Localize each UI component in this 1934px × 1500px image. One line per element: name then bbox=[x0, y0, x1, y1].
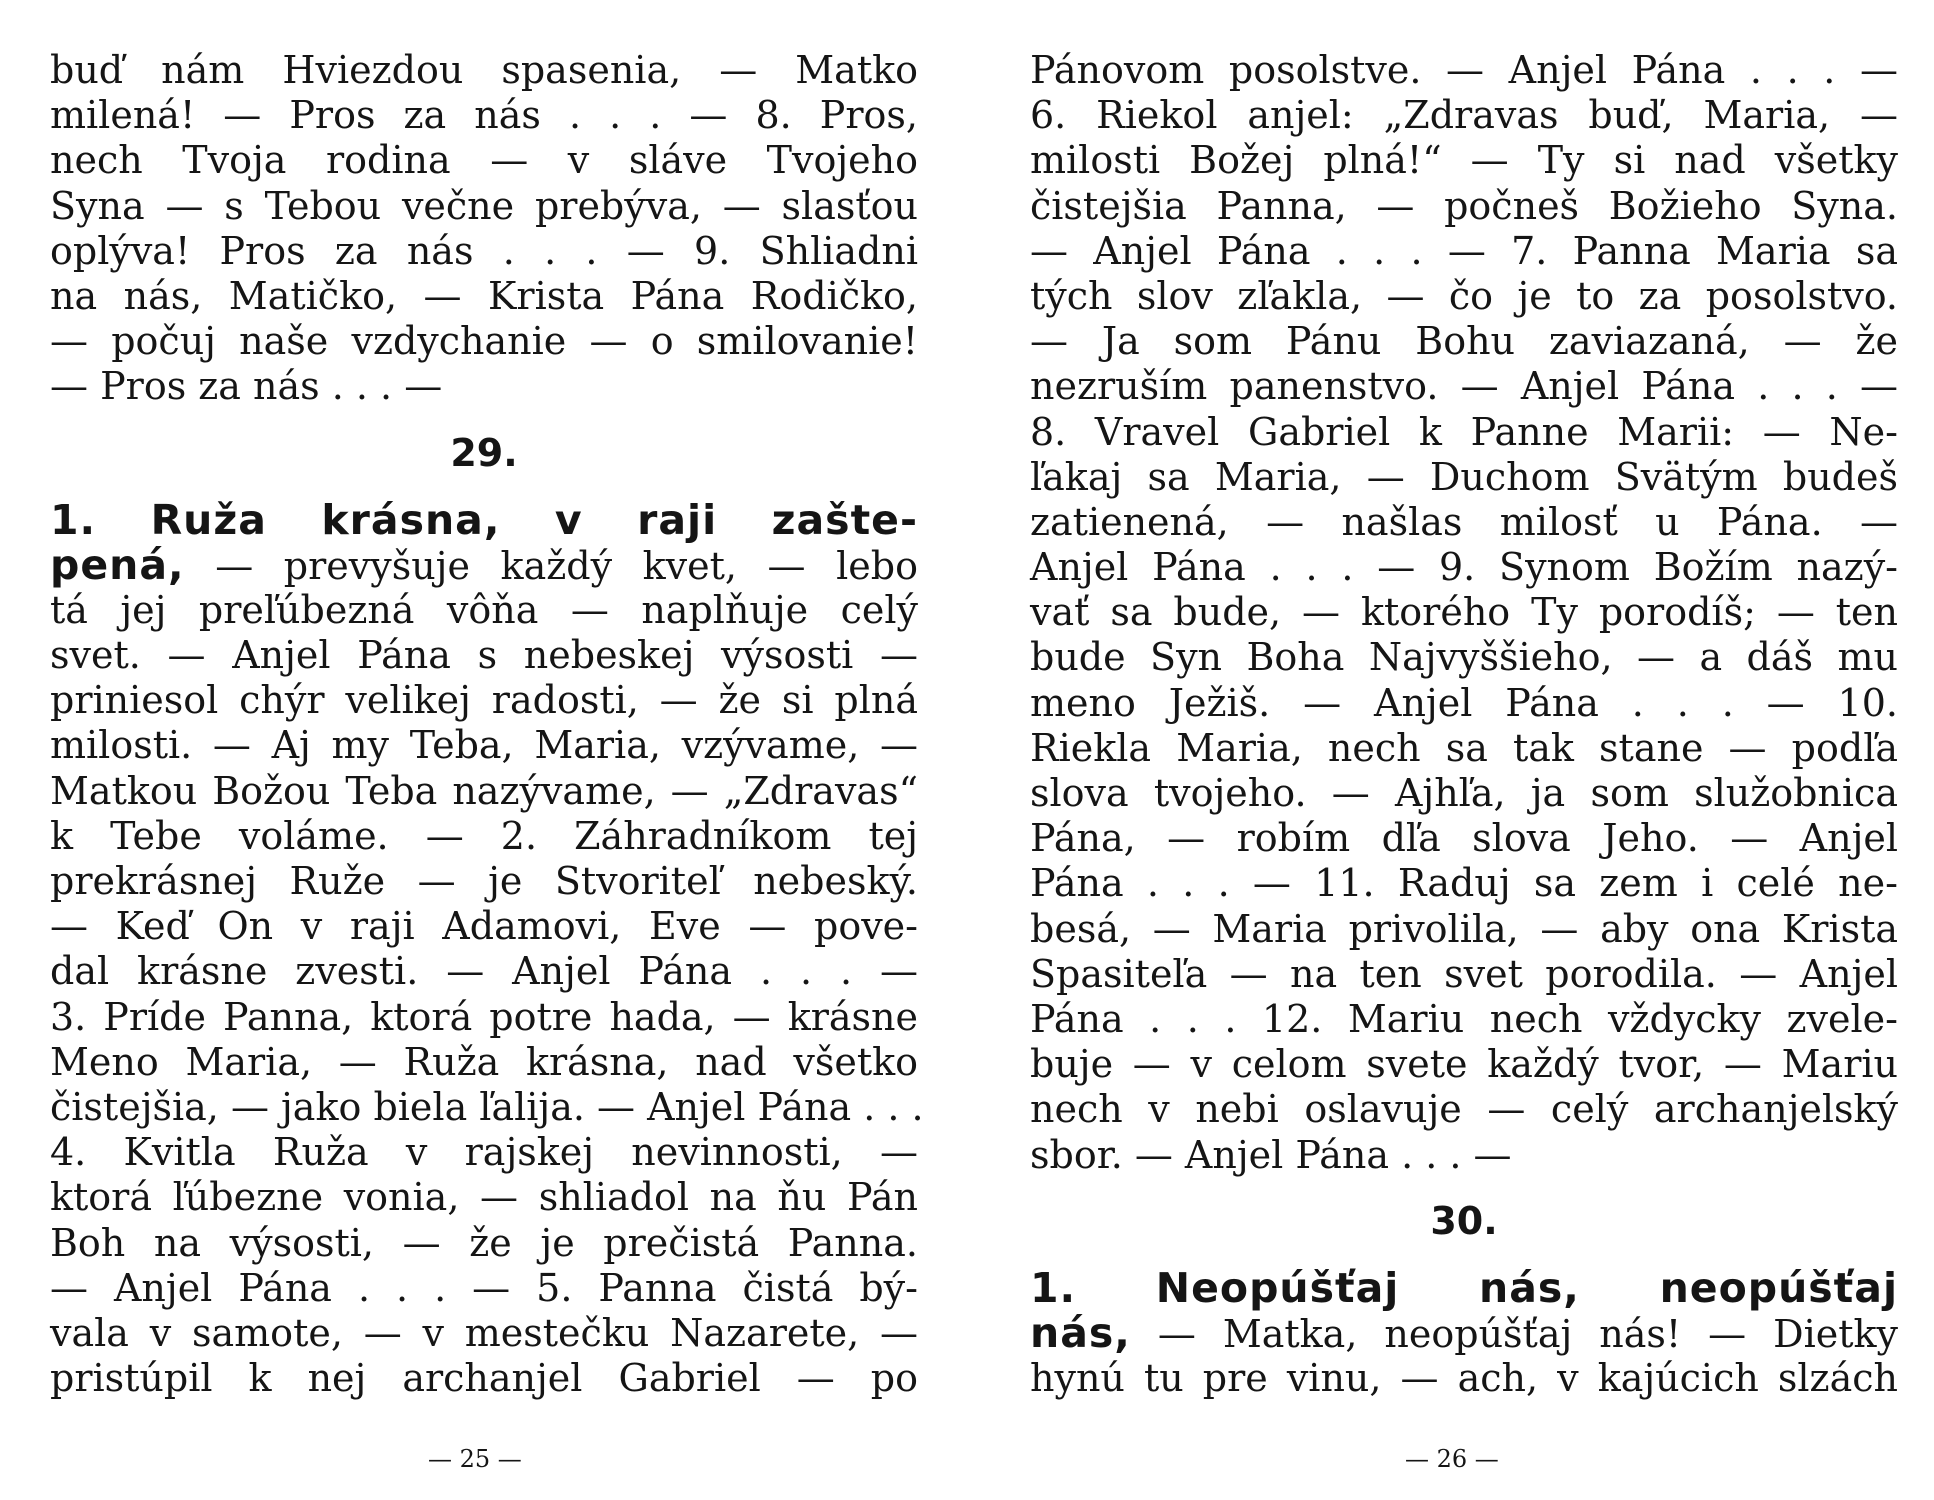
section-title-line: 1. Ruža krásna, v raji zašte- bbox=[50, 495, 918, 544]
text-line: bude Syn Boha Najvyššieho, — a dáš mu bbox=[1030, 635, 1898, 680]
page-number-right: — 26 — bbox=[1405, 1445, 1499, 1473]
section-30-body bbox=[1030, 1263, 1898, 1402]
section-title-end: nás, bbox=[1030, 1308, 1131, 1357]
text-line: buď nám Hviezdou spasenia, — Matko bbox=[50, 48, 918, 92]
text-line: buje — v celom svete každý tvor, — Mariu bbox=[1030, 1042, 1898, 1087]
text-line: tá jej preľúbezná vôňa — naplňuje celý bbox=[50, 587, 918, 632]
text-line: dal krásne zvesti. — Anjel Pána . . . — bbox=[50, 949, 918, 994]
text-line: vala v samote, — v mestečku Nazarete, — bbox=[50, 1310, 918, 1355]
left-top-text bbox=[50, 48, 918, 410]
section-heading-30: 30. bbox=[1430, 1198, 1498, 1243]
text-line: milosti. — Aj my Teba, Maria, vzývame, — bbox=[50, 723, 918, 768]
text-line: k Tebe voláme. — 2. Záhradníkom tej bbox=[50, 813, 918, 858]
text-line: Pánovom posolstve. — Anjel Pána . . . — bbox=[1030, 48, 1898, 92]
text-line: Matkou Božou Teba nazývame, — „Zdravas“ bbox=[50, 768, 918, 813]
text-line: nech Tvoja rodina — v sláve Tvojeho bbox=[50, 138, 918, 183]
text-line bbox=[1030, 1308, 1898, 1357]
text-line: zatienená, — našlas milosť u Pána. — bbox=[1030, 499, 1898, 544]
text-line: nech v nebi oslavuje — celý archanjelský bbox=[1030, 1087, 1898, 1132]
text-line-rest: — Matka, neopúšťaj nás! — Dietky bbox=[1130, 1311, 1898, 1356]
right-page bbox=[1030, 48, 1898, 1401]
text-line: sbor. — Anjel Pána . . . — bbox=[1030, 1132, 1512, 1177]
text-line: — počuj naše vzdychanie — o smilovanie! bbox=[50, 319, 918, 364]
text-line: slova tvojeho. — Ajhľa, ja som služobnica bbox=[1030, 771, 1898, 815]
text-line: besá, — Maria privolila, — aby ona Krista bbox=[1030, 906, 1898, 951]
text-line bbox=[50, 540, 918, 589]
text-line: 4. Kvitla Ruža v rajskej nevinnosti, — bbox=[50, 1130, 918, 1175]
text-line: — Ja som Pánu Bohu zaviazaná, — že bbox=[1030, 319, 1898, 364]
section-29-body bbox=[50, 495, 924, 1402]
page-number-left: — 25 — bbox=[428, 1445, 522, 1473]
section-title-line: 1. Neopúšťaj nás, neopúšťaj bbox=[1030, 1263, 1898, 1312]
text-line: — Anjel Pána . . . — 5. Panna čistá bý- bbox=[50, 1265, 918, 1310]
text-line: Pána, — robím dľa slova Jeho. — Anjel bbox=[1030, 816, 1898, 861]
text-line: ktorá ľúbezne vonia, — shliadol na ňu Pán bbox=[50, 1175, 918, 1220]
text-line: Meno Maria, — Ruža krásna, nad všetko bbox=[50, 1039, 918, 1084]
text-line: meno Ježiš. — Anjel Pána . . . — 10. bbox=[1030, 680, 1898, 725]
text-line: hynú tu pre vinu, — ach, v kajúcich slzách bbox=[1030, 1356, 1898, 1401]
text-line: 6. Riekol anjel: „Zdravas buď, Maria, — bbox=[1030, 93, 1898, 138]
text-line: oplýva! Pros za nás . . . — 9. Shliadni bbox=[50, 228, 918, 273]
text-line: — Keď On v raji Adamovi, Eve — pove- bbox=[50, 904, 918, 949]
text-line: vať sa bude, — ktorého Ty porodíš; — ten bbox=[1030, 590, 1898, 635]
text-line: Boh na výsosti, — že je prečistá Panna. bbox=[50, 1220, 918, 1265]
text-line: milosti Božej plná!“ — Ty si nad všetky bbox=[1030, 138, 1898, 183]
section-title-end: pená, bbox=[50, 540, 185, 589]
text-line: pristúpil k nej archanjel Gabriel — po bbox=[50, 1356, 918, 1401]
right-top-text bbox=[1030, 48, 1898, 1178]
text-line: ľakaj sa Maria, — Duchom Svätým budeš bbox=[1030, 454, 1898, 499]
text-line: priniesol chýr velikej radosti, — že si plná bbox=[50, 678, 918, 723]
text-line: Syna — s Tebou večne prebýva, — slasťou bbox=[50, 183, 918, 228]
text-line: prekrásnej Ruže — je Stvoriteľ nebeský. bbox=[50, 859, 918, 903]
text-line: — Pros za nás . . . — bbox=[50, 364, 443, 409]
text-line: tých slov zľakla, — čo je to za posolstvo. bbox=[1030, 273, 1898, 318]
text-line: Pána . . . — 11. Raduj sa zem i celé ne- bbox=[1030, 861, 1898, 906]
text-line: 8. Vravel Gabriel k Panne Marii: — Ne- bbox=[1030, 409, 1898, 454]
section-heading-29: 29. bbox=[450, 430, 518, 475]
text-line: — Anjel Pána . . . — 7. Panna Maria sa bbox=[1030, 228, 1898, 273]
text-line: čistejšia, — jako biela ľalija. — Anjel Pána . . . bbox=[50, 1084, 924, 1129]
text-line: Spasiteľa — na ten svet porodila. — Anjel bbox=[1030, 951, 1898, 996]
text-line: čistejšia Panna, — počneš Božieho Syna. bbox=[1030, 183, 1898, 228]
text-line: Pána . . . 12. Mariu nech vždycky zvele- bbox=[1030, 996, 1898, 1041]
text-line: 3. Príde Panna, ktorá potre hada, — krásne bbox=[50, 994, 918, 1039]
text-line: milená! — Pros za nás . . . — 8. Pros, bbox=[50, 93, 918, 138]
text-line: na nás, Matičko, — Krista Pána Rodičko, bbox=[50, 273, 918, 318]
text-line: nezruším panenstvo. — Anjel Pána . . . — bbox=[1030, 364, 1898, 409]
text-line: Anjel Pána . . . — 9. Synom Božím nazý- bbox=[1030, 545, 1898, 590]
left-page bbox=[50, 48, 924, 1401]
text-line: svet. — Anjel Pána s nebeskej výsosti — bbox=[50, 633, 918, 678]
text-line-rest: — prevyšuje každý kvet, — lebo bbox=[184, 543, 918, 588]
text-line: Riekla Maria, nech sa tak stane — podľa bbox=[1030, 725, 1898, 770]
